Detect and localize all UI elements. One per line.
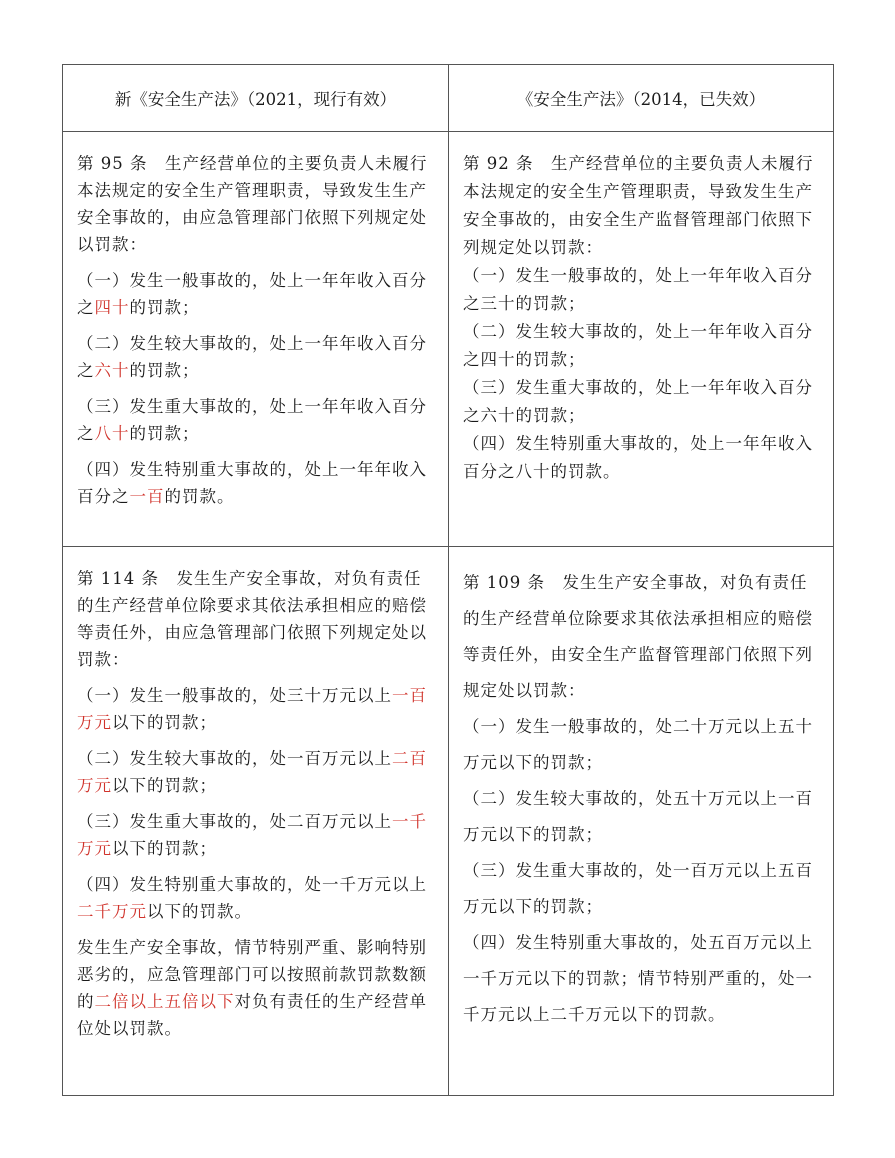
old-article-92 <box>448 132 833 546</box>
comparison-table <box>62 64 834 1096</box>
article-intro: 第 109 条 发生生产安全事故，对负有责任的生产经营单位除要求其依法承担相应的赔偿等责任外，由安全生产监督管理部门依照下列规定处以罚款： <box>463 573 813 700</box>
penalty-item: （二）发生较大事故的，处上一年年收入百分之六十的罚款； <box>77 334 427 380</box>
highlight: 一百 <box>129 487 165 506</box>
old-article-109 <box>448 547 833 1095</box>
highlight: 二倍以上五倍以下 <box>94 992 235 1011</box>
closing-clause: 发生生产安全事故，情节特别严重、影响特别恶劣的，应急管理部门可以按照前款罚款数额的二倍以上五倍以下对负有责任的生产经营单位处以罚款。 <box>77 938 427 1038</box>
new-article-114 <box>63 547 448 1095</box>
penalty-item: （一）发生一般事故的，处三十万元以上一百万元以下的罚款； <box>77 686 427 732</box>
penalty-item: （一）发生一般事故的，处上一年年收入百分之四十的罚款； <box>77 271 427 317</box>
highlight: 四十 <box>94 298 130 317</box>
article-intro: 第 95 条 生产经营单位的主要负责人未履行本法规定的安全生产管理职责，导致发生生产安全事故的，由应急管理部门依照下列规定处以罚款： <box>77 154 428 254</box>
article-intro: 第 92 条 生产经营单位的主要负责人未履行本法规定的安全生产管理职责，导致发生生产安全事故的，由安全生产监督管理部门依照下列规定处以罚款： <box>463 154 814 257</box>
highlight: 二百万元 <box>77 749 427 795</box>
highlight: 六十 <box>94 361 130 380</box>
header-row <box>63 65 833 131</box>
row-article-114-109 <box>63 546 833 1095</box>
penalty-item: （四）发生特别重大事故的，处五百万元以上一千万元以下的罚款；情节特别严重的，处一千万元以上二千万元以下的罚款。 <box>463 933 813 1024</box>
highlight: 二千万元 <box>77 902 147 921</box>
highlight: 一百万元 <box>77 686 427 732</box>
header-new-law: 新《安全生产法》（2021，现行有效） <box>114 90 397 109</box>
penalty-item: （三）发生重大事故的，处上一年年收入百分之八十的罚款； <box>77 397 427 443</box>
penalty-item: （三）发生重大事故的，处一百万元以上五百万元以下的罚款； <box>463 861 813 916</box>
article-intro: 第 114 条 发生生产安全事故，对负有责任的生产经营单位除要求其依法承担相应的赔偿等责任外，由应急管理部门依照下列规定处以罚款： <box>77 569 427 669</box>
penalty-item: （四）发生特别重大事故的，处上一年年收入百分之一百的罚款。 <box>77 460 427 506</box>
penalty-item: （三）发生重大事故的，处二百万元以上一千万元以下的罚款； <box>77 812 427 858</box>
penalty-item: （四）发生特别重大事故的，处一千万元以上二千万元以下的罚款。 <box>77 875 427 921</box>
penalty-item: （二）发生较大事故的，处一百万元以上二百万元以下的罚款； <box>77 749 427 795</box>
penalty-item: （三）发生重大事故的，处上一年年收入百分之六十的罚款； <box>463 378 813 425</box>
penalty-item: （一）发生一般事故的，处二十万元以上五十万元以下的罚款； <box>463 717 813 772</box>
new-article-95 <box>63 132 448 546</box>
penalty-item: （四）发生特别重大事故的，处上一年年收入百分之八十的罚款。 <box>463 434 813 481</box>
highlight: 一千万元 <box>77 812 427 858</box>
penalty-item: （二）发生较大事故的，处上一年年收入百分之四十的罚款； <box>463 322 813 369</box>
penalty-item: （一）发生一般事故的，处上一年年收入百分之三十的罚款； <box>463 266 813 313</box>
highlight: 八十 <box>94 424 130 443</box>
header-old-law: 《安全生产法》（2014，已失效） <box>448 65 833 131</box>
row-article-95-92 <box>63 131 833 546</box>
penalty-item: （二）发生较大事故的，处五十万元以上一百万元以下的罚款； <box>463 789 813 844</box>
